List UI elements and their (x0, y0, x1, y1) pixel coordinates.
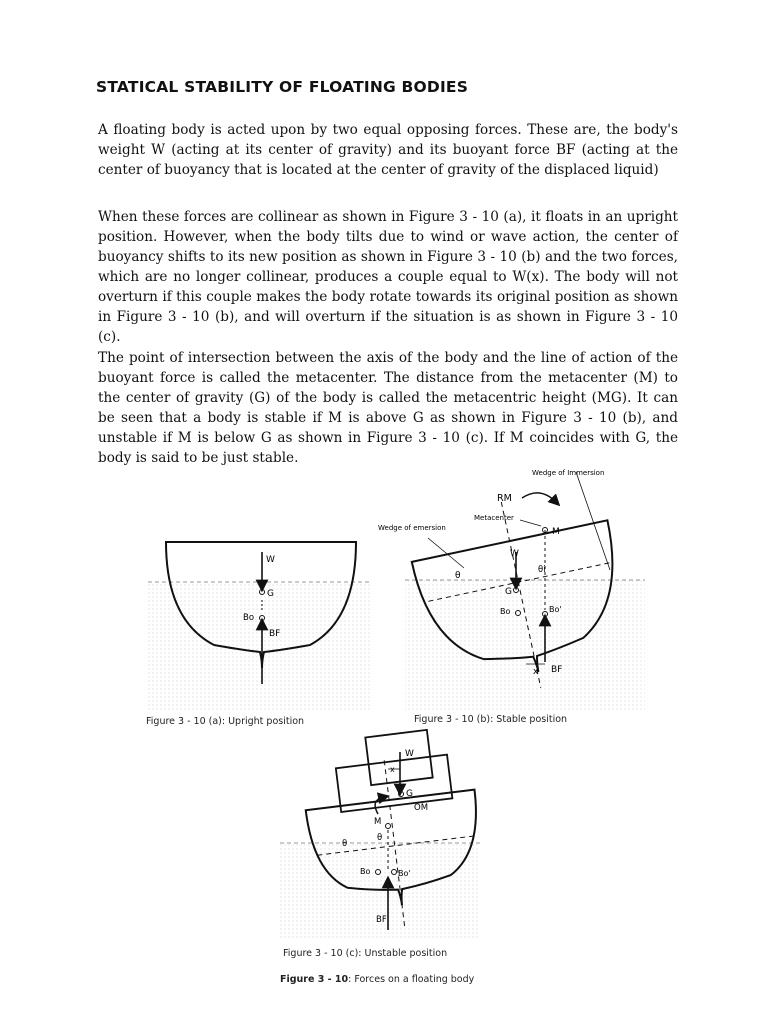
label-w-c: W (405, 749, 414, 759)
label-m-b: M (552, 527, 560, 537)
figure-b-stable (378, 469, 645, 710)
label-x-c: x (390, 765, 395, 774)
paragraph-metacenter: The point of intersection between the axis of the body and the line of action of the buoyant force is called the metacenter. The distance from the metacenter (M) to the center of gravity (G) of the body is called the metacentric height (MG). It can be seen that a body is stable if M is above G as shown in Figure 3 - 10 (b), and unstable if M is below G as shown in Figure 3 - 10 (c). If M coincides with G, the body is said to be just stable. (98, 350, 678, 466)
righting-moment-arrow-b (522, 493, 556, 502)
metacenter-point-c (386, 824, 391, 829)
figure-c-unstable (280, 725, 490, 939)
label-m-c: M (374, 817, 382, 827)
caption-figure-main-number: Figure 3 - 10 (280, 974, 349, 985)
label-theta-i: θi (538, 565, 546, 575)
label-bo-c: Bo (360, 867, 371, 876)
label-g-b: G (505, 587, 512, 597)
label-metacenter: Metacenter (474, 514, 514, 522)
leader-emersion (428, 538, 464, 568)
label-theta-b: θ (455, 571, 461, 581)
figure-a-upright (148, 542, 370, 710)
label-theta-c-inner: θ (377, 833, 383, 843)
caption-figure-main-text: : Forces on a floating body (348, 974, 475, 985)
label-bo-a: Bo (243, 613, 255, 623)
label-bf-a: BF (269, 629, 281, 639)
label-theta-c: θ (342, 839, 348, 849)
leader-metacenter (520, 520, 541, 526)
label-bo-b: Bo (500, 607, 511, 616)
label-bf-c: BF (376, 915, 387, 925)
label-bo-prime-b: Bo' (549, 605, 562, 614)
caption-figure-a: Figure 3 - 10 (a): Upright position (146, 716, 305, 727)
label-x-b: x (533, 667, 539, 677)
label-om: OM (414, 803, 429, 813)
label-wedge-immersion: Wedge of Immersion (532, 469, 605, 477)
label-rm: RM (497, 493, 512, 504)
label-w-b: W (510, 549, 519, 559)
overturning-moment-arrow-c (375, 797, 384, 814)
label-g-a: G (267, 589, 274, 599)
caption-figure-main (280, 974, 474, 985)
label-wedge-emersion: Wedge of emersion (378, 524, 446, 532)
paragraph-couple: When these forces are collinear as shown in Figure 3 - 10 (a), it floats in an upright position. However, when the body tilts due to wind or wave action, the center of buoyancy shifts to its new position as shown in Figure 3 - 10 (b) and the two forces, which are no longer collinear, produces a couple equal to W(x). The body will not overturn if this couple makes the body rotate towards its original position as shown in Figure 3 - 10 (b), and will overturn if the situation is as shown in Figure 3 - 10 (c). (98, 209, 678, 345)
page-title: STATICAL STABILITY OF FLOATING BODIES (96, 78, 469, 96)
label-bo-prime-c: Bo' (398, 869, 411, 878)
center-of-gravity-c (399, 792, 404, 797)
water-region-b (405, 580, 645, 710)
superstructure-mid-c (336, 755, 453, 812)
caption-figure-c: Figure 3 - 10 (c): Unstable position (283, 948, 448, 959)
paragraph-forces: A floating body is acted upon by two equal opposing forces. These are, the body's weight W (acting at its center of gravity) and its buoyant force BF (acting at the center of buoyancy that is located at the center of gravity of the displaced liquid) (98, 122, 678, 178)
label-g-c: G (406, 789, 413, 799)
label-bf-b: BF (551, 665, 563, 675)
caption-figure-b: Figure 3 - 10 (b): Stable position (414, 714, 568, 725)
label-w-a: W (266, 555, 275, 565)
water-region-a (148, 582, 370, 710)
